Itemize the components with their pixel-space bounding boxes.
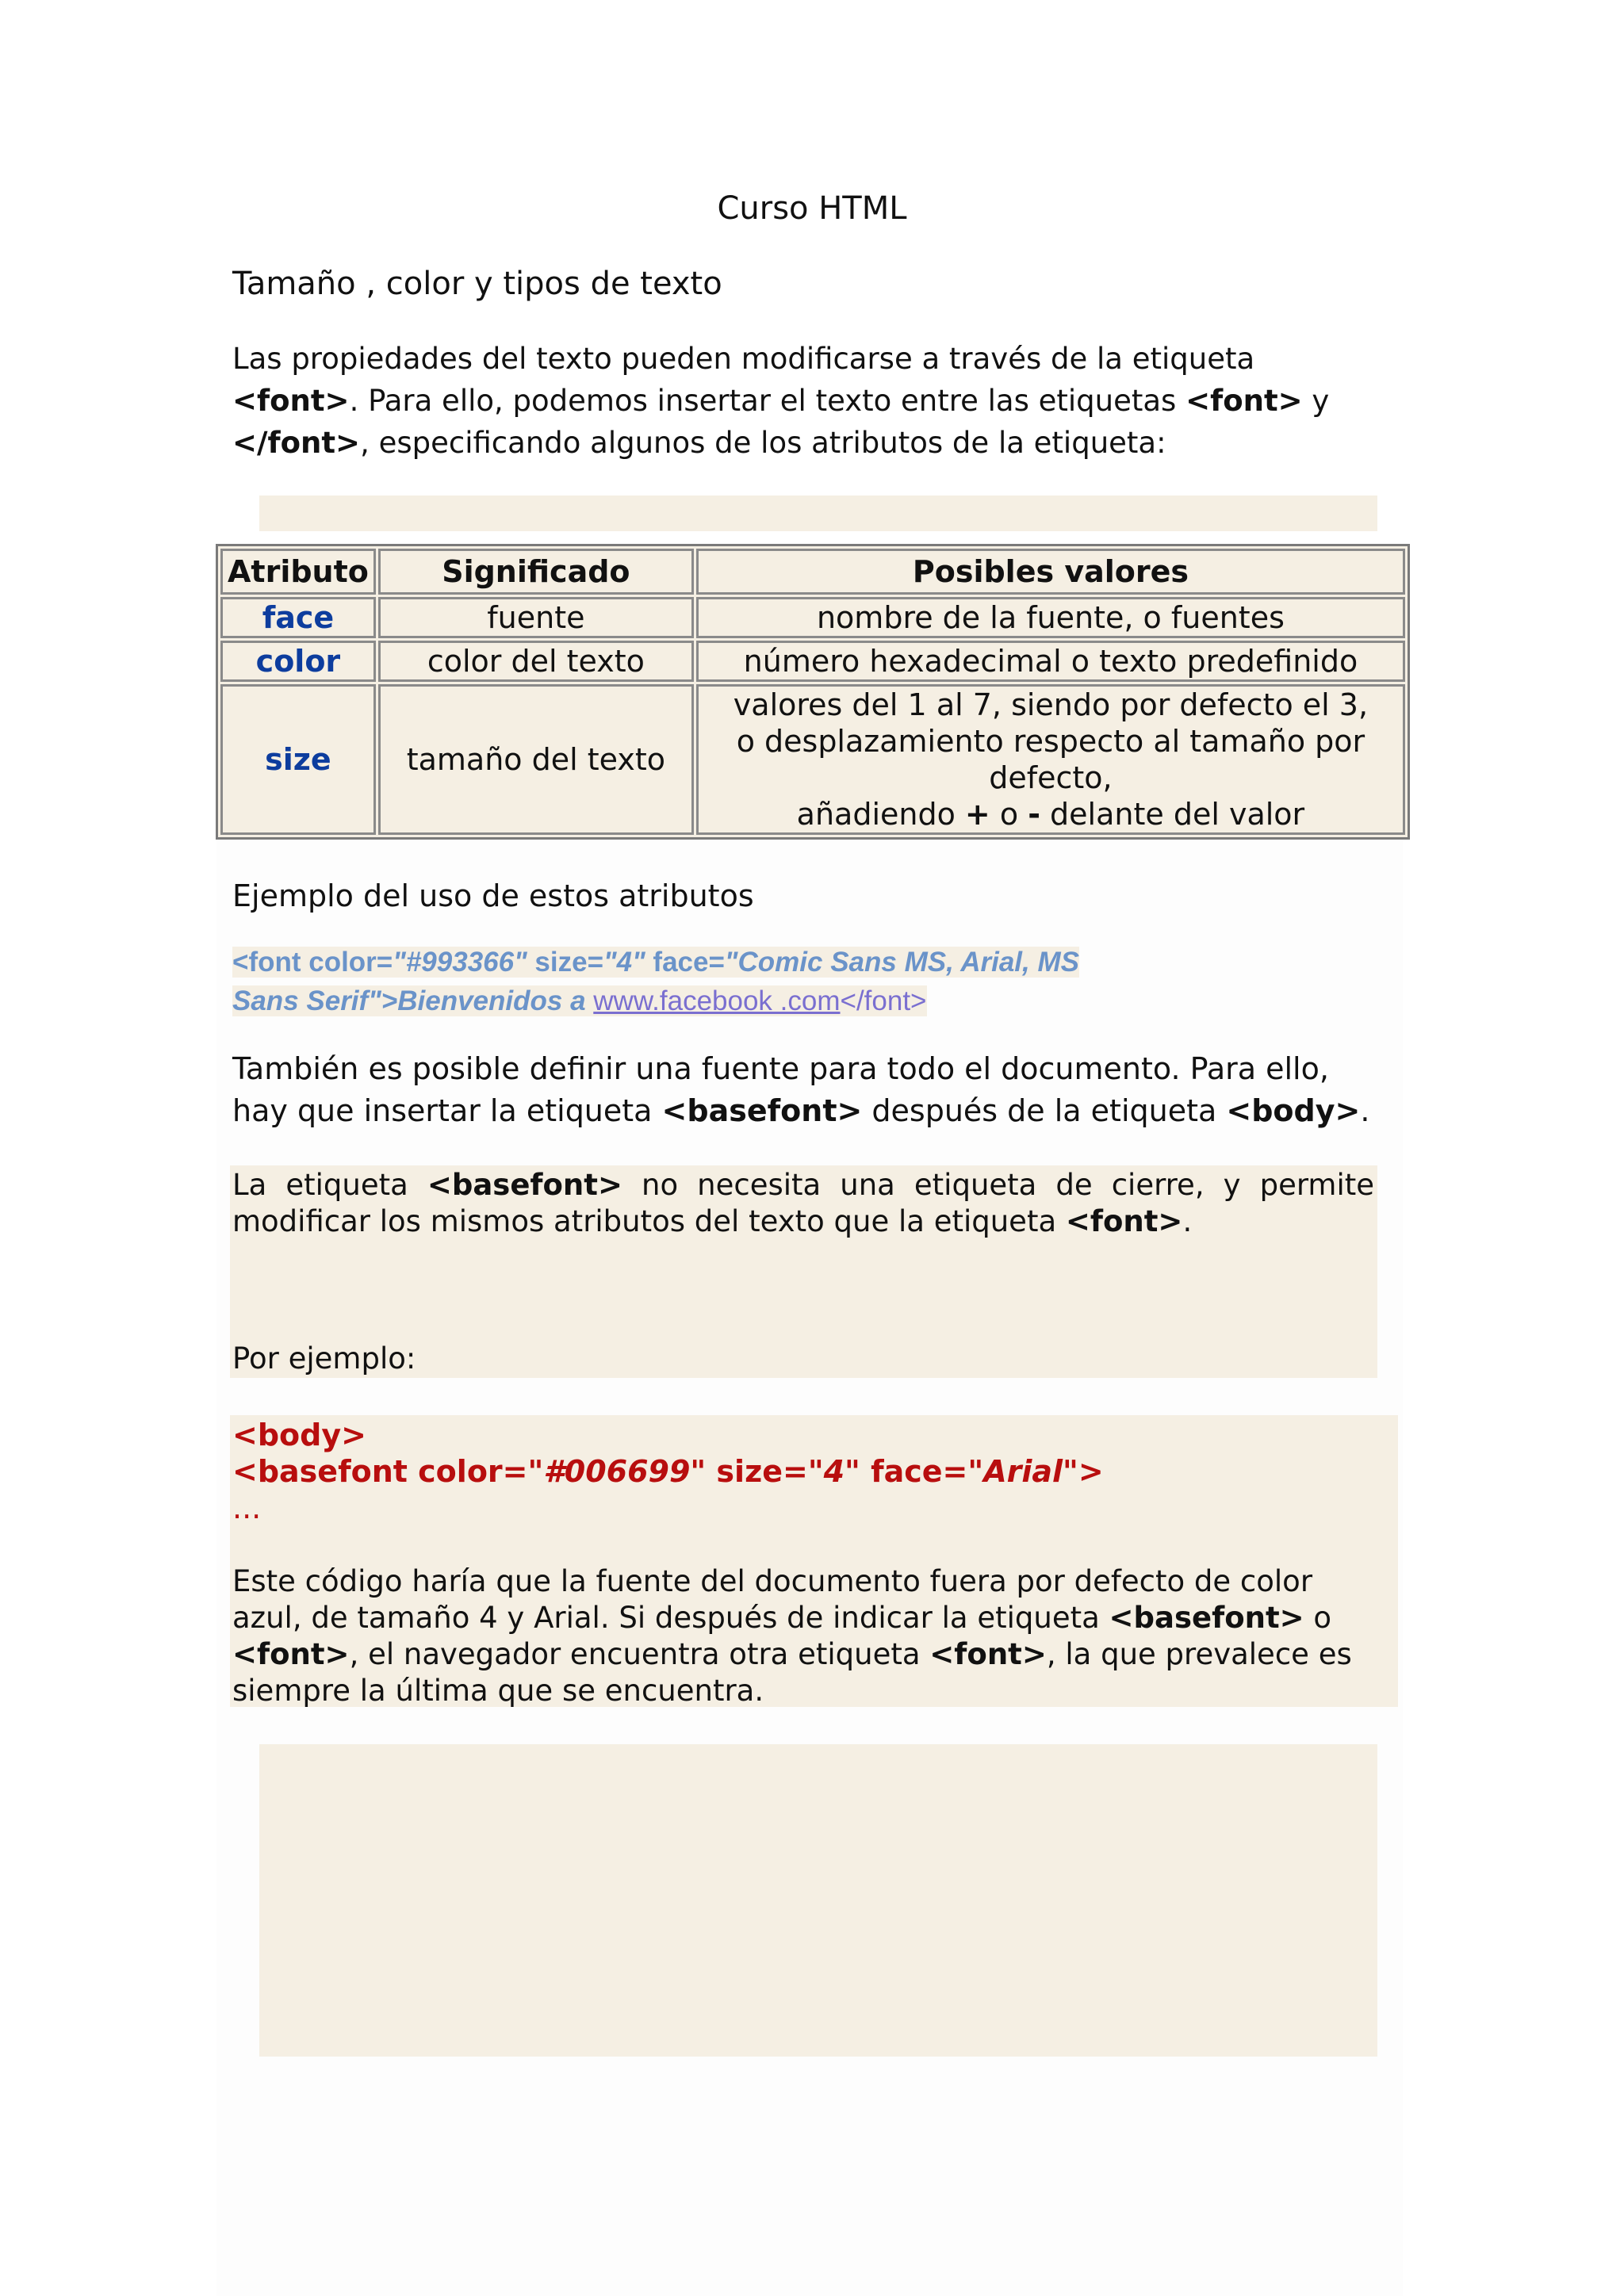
explanation-text: o — [1304, 1601, 1332, 1635]
code-value: "Comic Sans MS, Arial, MS Sans Serif" — [232, 947, 1079, 1016]
code-line: <body> — [232, 1418, 366, 1452]
table-row — [220, 597, 1405, 638]
code-text: >Bienvenidos a — [381, 985, 594, 1016]
plus-sign: + — [964, 797, 990, 832]
tag-font: <font> — [232, 384, 350, 418]
values-text: añadiendo — [796, 797, 965, 832]
explanation-text: Este código haría que la fuente del documento fuera por defecto de color azul, de tamaño 4 y Arial. Si después de indicar la etiqueta — [232, 1564, 1313, 1635]
code-text: > — [1078, 1454, 1104, 1489]
code-text: face= — [860, 1454, 968, 1489]
attribute-meaning: tamaño del texto — [378, 684, 694, 835]
basefont-note — [232, 1167, 1374, 1240]
attribute-values: número hexadecimal o texto predefinido — [696, 641, 1405, 682]
note-text: La etiqueta — [232, 1168, 427, 1202]
code-line: ... — [232, 1490, 262, 1525]
tag-font: <font> — [1065, 1204, 1183, 1238]
code-value: "Arial" — [967, 1454, 1078, 1489]
code-value: "4" — [807, 1454, 860, 1489]
attribute-name: face — [220, 597, 376, 638]
paragraph-text: después de la etiqueta — [862, 1093, 1227, 1128]
tag-font: <font> — [929, 1637, 1047, 1671]
intro-text: . Para ello, podemos insertar el texto entre las etiquetas — [349, 384, 1186, 418]
intro-paragraph — [232, 338, 1390, 464]
code-value: "#006699" — [527, 1454, 707, 1489]
table-header: Atributo — [220, 549, 376, 595]
code-highlight — [232, 947, 1079, 1016]
note-text: no necesita una etiqueta de cierre, y permite modificar los mismos atributos del texto que la etiqueta — [232, 1168, 1374, 1238]
code-value: "#993366" — [393, 947, 527, 978]
code-text: <font color= — [232, 947, 393, 978]
basefont-paragraph — [232, 1048, 1390, 1132]
code-line — [232, 1453, 1104, 1490]
example-code — [232, 943, 1144, 1020]
code-text: size= — [706, 1454, 808, 1489]
code-text: <basefont color= — [232, 1454, 528, 1489]
por-ejemplo-label: Por ejemplo: — [232, 1341, 416, 1376]
values-text: o — [990, 797, 1028, 832]
intro-text: y — [1302, 384, 1330, 418]
attribute-values — [696, 684, 1405, 835]
table-header-row — [220, 549, 1405, 595]
tag-basefont: <basefont> — [661, 1093, 863, 1128]
highlight-band — [259, 496, 1377, 531]
table-row — [220, 641, 1405, 682]
document-title: Curso HTML — [717, 190, 907, 227]
code-text: face= — [645, 947, 725, 978]
minus-sign: - — [1028, 797, 1040, 832]
tag-basefont: <basefont> — [1109, 1601, 1304, 1635]
values-line: o desplazamiento respecto al tamaño por defecto, — [736, 724, 1365, 795]
table-header: Significado — [378, 549, 694, 595]
attributes-table — [216, 544, 1410, 840]
tag-font-open: <font> — [1185, 384, 1303, 418]
tag-font: <font> — [232, 1637, 350, 1671]
paragraph-text: . — [1360, 1093, 1370, 1128]
explanation-text: , la que prevalece es siempre la última que se encuentra. — [232, 1637, 1352, 1708]
attribute-values: nombre de la fuente, o fuentes — [696, 597, 1405, 638]
values-line — [703, 796, 1398, 832]
code-text: size= — [527, 947, 604, 978]
paragraph-text: También es posible definir una fuente para todo el documento. Para ello, hay que insertar la etiqueta — [232, 1051, 1329, 1128]
attribute-name: size — [220, 684, 376, 835]
tag-basefont: <basefont> — [427, 1168, 622, 1202]
values-line: valores del 1 al 7, siendo por defecto el 3, — [733, 687, 1369, 722]
attribute-meaning: color del texto — [378, 641, 694, 682]
intro-text: Las propiedades del texto pueden modificarse a través de la etiqueta — [232, 342, 1255, 376]
section-heading: Tamaño , color y tipos de texto — [232, 266, 722, 302]
table-header: Posibles valores — [696, 549, 1405, 595]
attribute-meaning: fuente — [378, 597, 694, 638]
explanation-text: , el navegador encuentra otra etiqueta — [349, 1637, 930, 1671]
values-text: delante del valor — [1040, 797, 1305, 832]
intro-text: , especificando algunos de los atributos de la etiqueta: — [360, 426, 1166, 460]
highlight-band — [259, 1744, 1377, 2057]
basefont-code — [232, 1417, 1104, 1526]
tag-body: <body> — [1226, 1093, 1361, 1128]
explanation-paragraph — [232, 1563, 1390, 1709]
note-text: . — [1182, 1204, 1193, 1238]
facebook-link[interactable]: www.facebook .com — [593, 985, 841, 1016]
example-heading: Ejemplo del uso de estos atributos — [232, 878, 754, 913]
code-close-tag: </font> — [840, 985, 927, 1016]
tag-font-close: </font> — [232, 426, 361, 460]
attribute-name: color — [220, 641, 376, 682]
code-value: "4" — [603, 947, 645, 978]
table-row — [220, 684, 1405, 835]
